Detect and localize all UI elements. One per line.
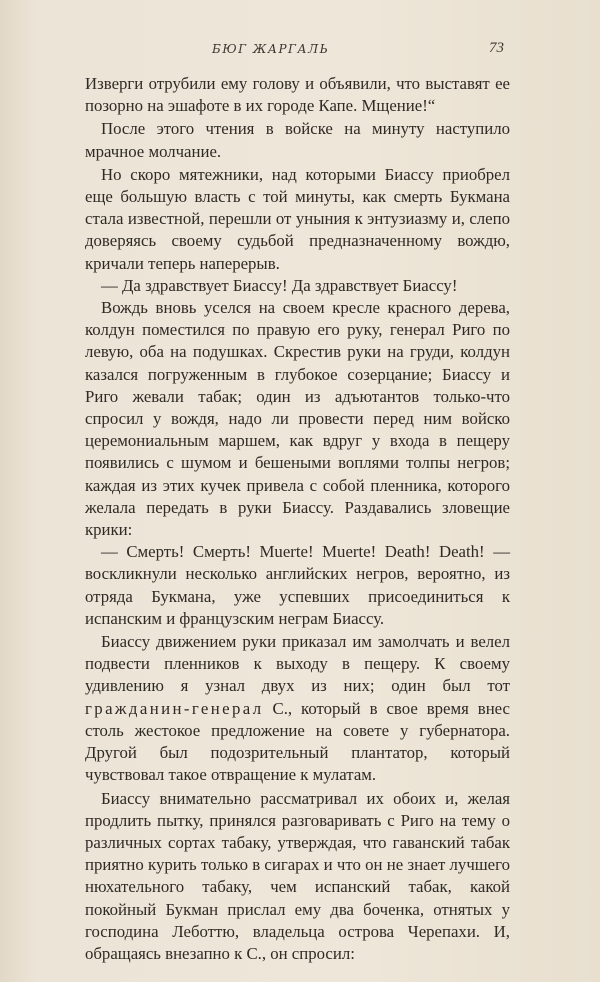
paragraph: Но скоро мятежники, над которыми Биассу приобрел еще большую власть с той минуты, как смерть Букмана стала известной, перешли от уныния к энтузиазму и, слепо доверяясь своему судьбой предназначенному вождю, кричали теперь наперерыв. <box>85 164 510 273</box>
paragraph-text: Биассу движением руки приказал им замолчать и велел подвести пленников к выходу в пещеру. К своему удивлению я узнал двух из них; один был тот <box>85 632 510 696</box>
paragraph: Изверги отрубили ему голову и объявили, что выставят ее позорно на эшафоте в их городе Капе. Мщение!“ <box>85 74 510 116</box>
body-text <box>85 73 510 965</box>
paragraph: — Смерть! Смерть! Muerte! Muerte! Death! Death! — воскликнули несколько английских негров, вероятно, из отряда Букмана, уже успевших присоединиться к испанским и французским неграм Биассу. <box>85 542 510 628</box>
paragraph: Биассу внимательно рассматривал их обоих и, желая продлить пытку, принялся разговаривать с Риго на тему о различных сортах табаку, утверждая, что гаванский табак приятно курить только в сигарах и что он не знает лучшего нюхательного табаку, чем испанский табак, какой покойный Букман прислал ему два боченка, отнятых у господина Леботтю, владельца острова Черепахи. И, обращаясь внезапно к С., он спросил: <box>85 788 510 963</box>
page-number: 73 <box>489 40 504 56</box>
paragraph: Вождь вновь уселся на своем кресле красного дерева, колдун поместился по правую его руку, генерал Риго по левую, оба на подушках. Скрестив руки на груди, колдун казался погруженным в глубокое созерцание; Биассу и Риго жевали табак; один из адъютантов только-что спросил у вождя, надо ли провести перед ним войско церемониальным маршем, как вдруг у входа в пещеру появились с шумом и бешеными воплями толпы негров; каждая из этих кучек привела с собой пленника, которого желала передать в руки Биассу. Раздавались зловещие крики: <box>85 298 510 540</box>
spaced-emphasis: гражданин-генерал <box>85 698 264 718</box>
paragraph: После этого чтения в войске на минуту наступило мрачное молчание. <box>85 119 510 161</box>
running-head <box>0 42 600 62</box>
running-title: БЮГ ЖАРГАЛЬ <box>212 42 330 56</box>
paragraph <box>85 631 510 786</box>
paragraph-text: С., который в свое время внес столь жестокое предложение на совете у губернатора. Другой был подозрительный плантатор, который чувствовал такое отвращение к мулатам. <box>85 698 510 785</box>
paragraph: — Да здравствует Биассу! Да здравствует Биассу! <box>101 275 458 295</box>
